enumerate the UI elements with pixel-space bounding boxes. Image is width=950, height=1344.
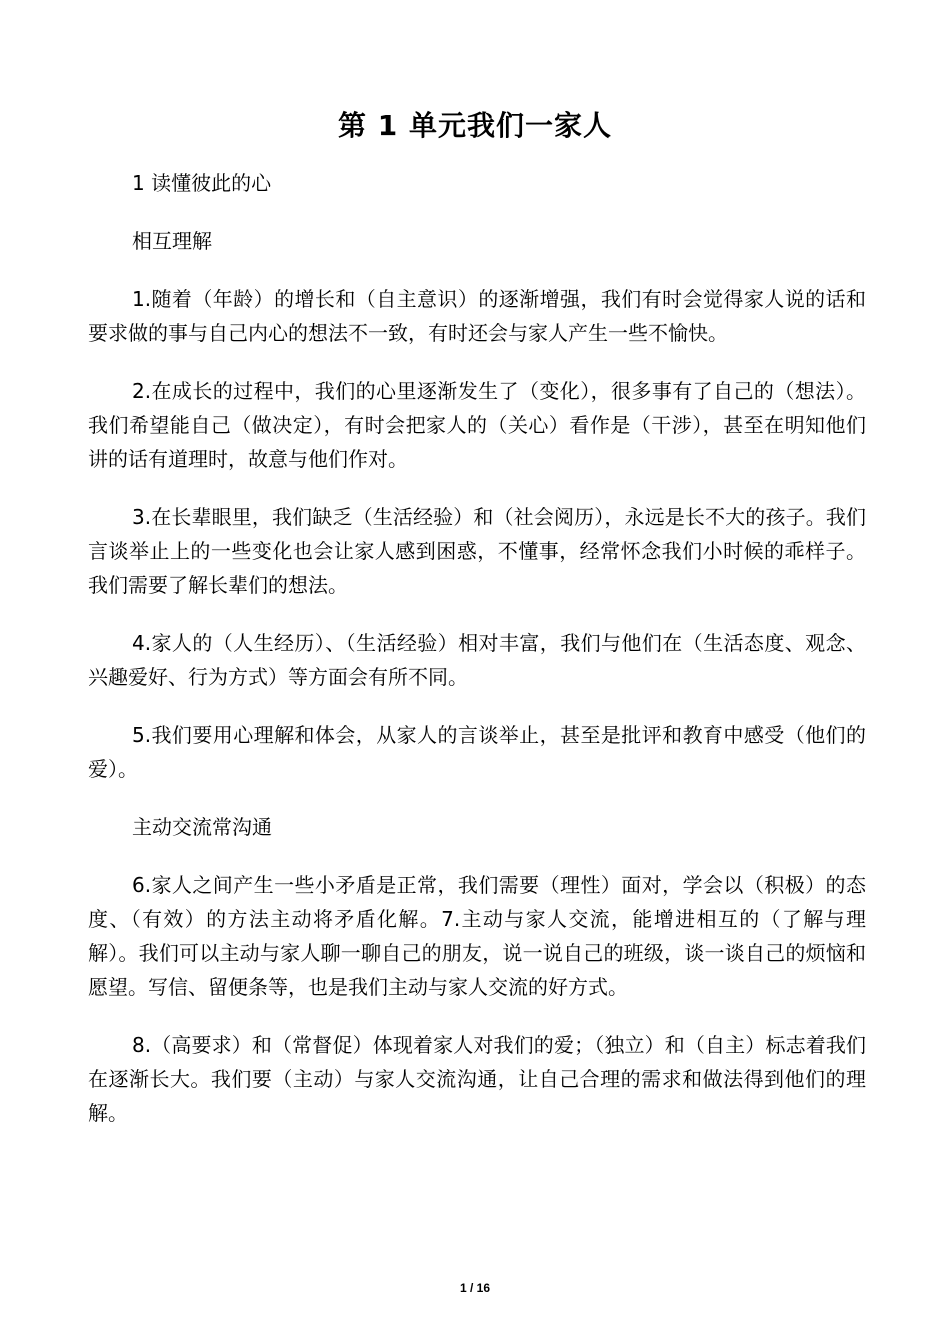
page-title: 第 1 单元我们一家人	[338, 109, 612, 142]
paragraph-2: 2.在成长的过程中，我们的心里逐渐发生了（变化），很多事有了自己的（想法）。我们希望能自己（做决定），有时会把家人的（关心）看作是（干涉），甚至在明知他们讲的话有道理时，故意与他们作对。	[88, 379, 866, 471]
paragraph-3: 3.在长辈眼里，我们缺乏（生活经验）和（社会阅历），永远是长不大的孩子。我们言谈举止上的一些变化也会让家人感到困惑，不懂事，经常怀念我们小时候的乖样子。我们需要了解长辈们的想法。	[88, 505, 866, 597]
paragraph-4: 4.家人的（人生经历）、（生活经验）相对丰富，我们与他们在（生活态度、观念、兴趣爱好、行为方式）等方面会有所不同。	[88, 631, 866, 689]
page-number: 1 / 16	[459, 1281, 491, 1295]
paragraph-8: 8.（高要求）和（常督促）体现着家人对我们的爱；（独立）和（自主）标志着我们在逐渐长大。我们要（主动）与家人交流沟通，让自己合理的需求和做法得到他们的理解。	[88, 1033, 866, 1125]
paragraph-5: 5.我们要用心理解和体会，从家人的言谈举止，甚至是批评和教育中感受（他们的爱）。	[88, 723, 866, 781]
lesson-heading: 1 读懂彼此的心	[132, 171, 272, 195]
paragraph-1: 1.随着（年龄）的增长和（自主意识）的逐渐增强，我们有时会觉得家人说的话和要求做的事与自己内心的想法不一致，有时还会与家人产生一些不愉快。	[88, 287, 866, 345]
document-body	[88, 166, 866, 1154]
section-heading-communication: 主动交流常沟通	[132, 815, 272, 839]
paragraph-6-7: 6.家人之间产生一些小矛盾是正常，我们需要（理性）面对，学会以（积极）的态度、（有效）的方法主动将矛盾化解。7.主动与家人交流，能增进相互的（了解与理解）。我们可以主动与家人聊一聊自己的朋友，说一说自己的班级，谈一谈自己的烦恼和愿望。写信、留便条等，也是我们主动与家人交流的好方式。	[88, 873, 866, 999]
section-heading-mutual-understanding: 相互理解	[132, 229, 212, 253]
